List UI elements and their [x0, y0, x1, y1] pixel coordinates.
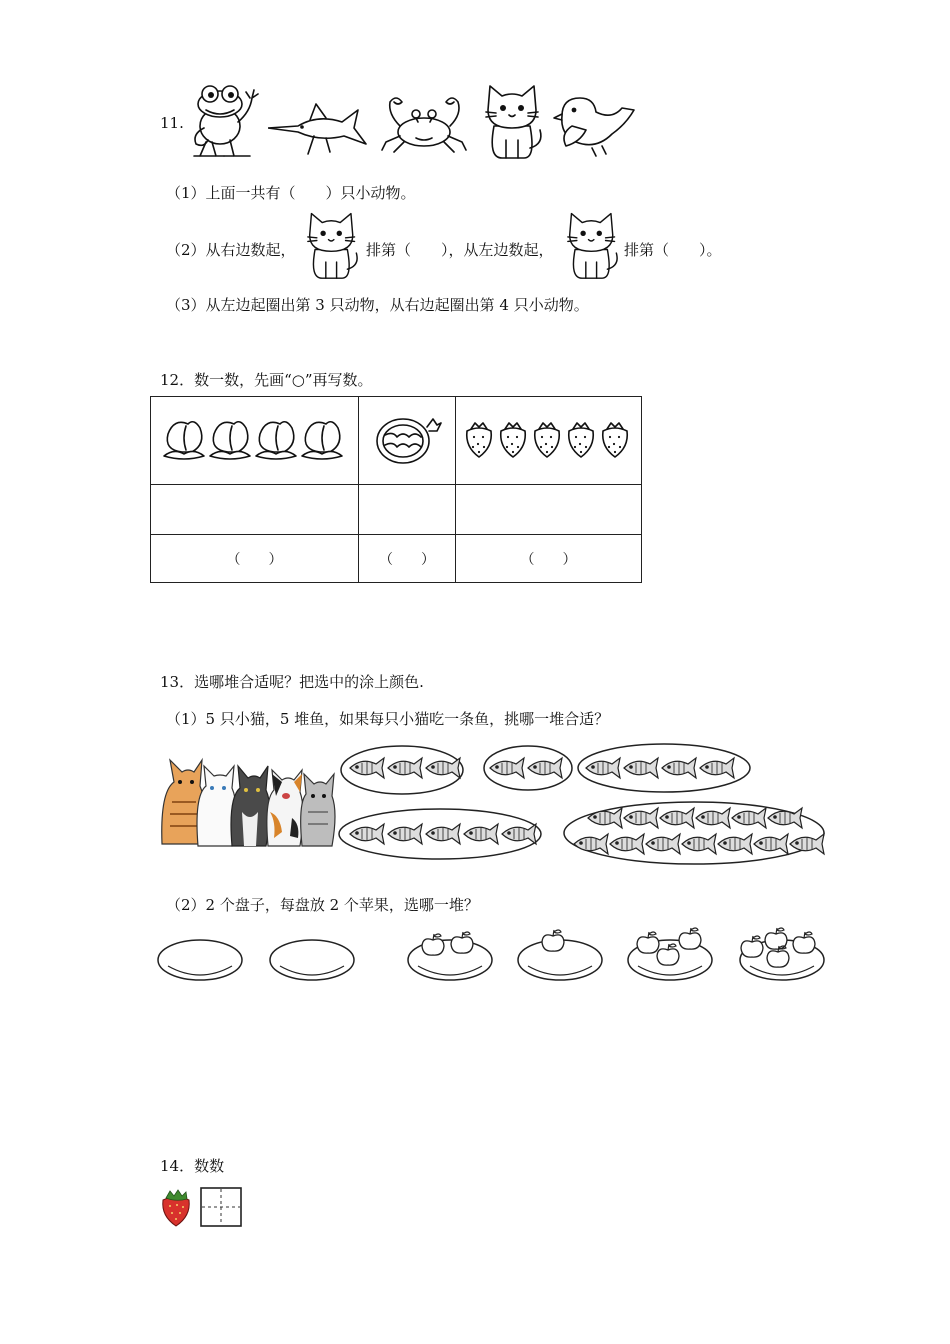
q13-title: 13．选哪堆合适呢？把选中的涂上颜色.: [160, 673, 424, 691]
q11-number: 11.: [160, 114, 184, 132]
q11-sub2-a: （2）从右边数起，: [166, 241, 296, 259]
peach-group: [160, 414, 350, 464]
strawberry-icon: [160, 1188, 192, 1228]
q14-title: 14．数数: [160, 1157, 225, 1175]
q12-table: [150, 396, 642, 583]
strawberry-group: [463, 417, 635, 461]
cat-icon: [482, 82, 546, 160]
q12-draw-cell[interactable]: [359, 485, 456, 535]
fish-group-14[interactable]: [564, 802, 824, 864]
q12-watermelon-cell: [359, 397, 456, 485]
q12-answer-cell[interactable]: （ ）: [359, 535, 456, 583]
apple-plate-1[interactable]: [518, 930, 602, 980]
fish-group-4[interactable]: [578, 744, 750, 792]
q12-answer-cell[interactable]: （ ）: [456, 535, 642, 583]
q12-strawberry-cell: [456, 397, 642, 485]
q13-sub1: （1）5 只小猫，5 堆鱼，如果每只小猫吃一条鱼，挑哪一堆合适？: [166, 710, 610, 728]
apple-plate-4[interactable]: [740, 928, 824, 980]
swordfish-icon: [268, 100, 368, 158]
watermelon-icon: [371, 411, 443, 467]
q12-draw-cell[interactable]: [456, 485, 642, 535]
fish-group-3[interactable]: [341, 746, 463, 794]
fish-groups: [336, 740, 828, 866]
cats-illustration: [158, 752, 338, 852]
plates-row: [156, 922, 826, 984]
bird-icon: [552, 90, 636, 158]
q11-sub1: （1）上面一共有（ ）只小动物。: [166, 184, 416, 202]
q12-draw-cell[interactable]: [151, 485, 359, 535]
q11-sub3: （3）从左边起圈出第 3 只动物，从右边起圈出第 4 只小动物。: [166, 296, 589, 314]
q12-title: 12．数一数，先画“○”再写数。: [160, 371, 373, 389]
q12-answer-cell[interactable]: （ ）: [151, 535, 359, 583]
q11-sub2-b: 排第（ ），从左边数起，: [366, 241, 554, 259]
crab-icon: [376, 92, 472, 160]
q13-sub2: （2）2 个盘子，每盘放 2 个苹果，选哪一堆？: [166, 896, 479, 914]
writing-grid-icon[interactable]: [200, 1187, 242, 1227]
apple-plate-2[interactable]: [408, 932, 492, 980]
cat-icon: [562, 210, 624, 280]
fish-group-2[interactable]: [484, 746, 572, 790]
apple-plate-3[interactable]: [628, 928, 712, 980]
cat-icon: [302, 210, 364, 280]
q12-peach-cell: [151, 397, 359, 485]
q11-sub2-c: 排第（ ）。: [624, 241, 722, 259]
q11-animals: [190, 80, 640, 162]
fish-group-5[interactable]: [339, 809, 541, 859]
frog-icon: [190, 82, 266, 160]
empty-plate: [158, 940, 242, 980]
empty-plate: [270, 940, 354, 980]
